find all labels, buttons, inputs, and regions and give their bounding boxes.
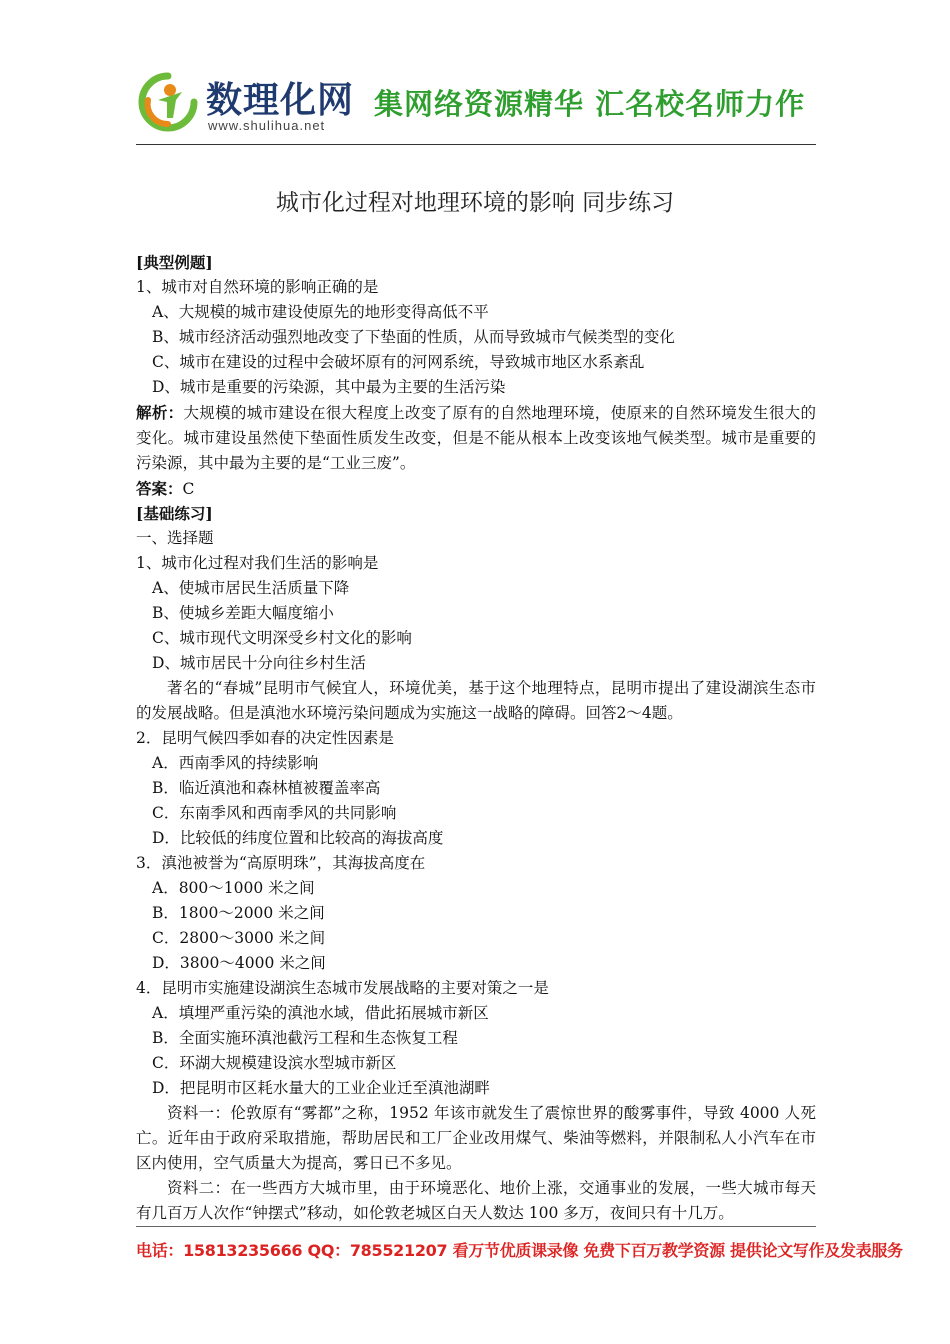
option-c: C、城市在建设的过程中会破坏原有的河网系统，导致城市地区水系紊乱 <box>152 353 645 371</box>
option-c: C．2800～3000 米之间 <box>152 929 326 947</box>
option-d: D、城市居民十分向往乡村生活 <box>152 654 366 672</box>
analysis-text: 大规模的城市建设在很大程度上改变了原有的自然地理环境，使原来的自然环境发生很大的变化。城市建设虽然使下垫面性质发生改变，但是不能从根本上改变该地气候类型。城市是重要的污染源，其中最为主要的是“工业三废”。 <box>136 404 816 472</box>
option-d: D．把昆明市区耗水量大的工业企业迁至滇池湖畔 <box>152 1079 490 1097</box>
option-c: C、城市现代文明深受乡村文化的影响 <box>152 629 412 647</box>
option-b: B．全面实施环滇池截污工程和生态恢复工程 <box>152 1029 458 1047</box>
material-two: 资料二：在一些西方大城市里，由于环境恶化、地价上涨，交通事业的发展，一些大城市每天有几百万人次作“钟摆式”移动，如伦敦老城区白天人数达 100 多万，夜间只有十几万。 <box>136 1179 816 1222</box>
section-heading-basic: [基础练习] <box>136 504 213 523</box>
analysis-label: 解析： <box>136 403 184 422</box>
material-one: 资料一：伦敦原有“雾都”之称，1952 年该市就发生了震惊世界的酸雾事件，导致 4000 人死亡。近年由于政府采取措施，帮助居民和工厂企业改用煤气、柴油等燃料，并限制私人小汽车在市区内使用，空气质量大为提高，雾日已不多见。 <box>136 1104 816 1172</box>
question-stem: 3．滇池被誉为“高原明珠”，其海拔高度在 <box>136 854 426 872</box>
footer-divider <box>136 1226 816 1227</box>
question-stem: 1、城市化过程对我们生活的影响是 <box>136 554 379 572</box>
site-header <box>136 68 816 144</box>
section-heading-typical: [典型例题] <box>136 253 213 272</box>
option-a: A．填埋严重污染的滇池水域，借此拓展城市新区 <box>152 1004 489 1022</box>
analysis-paragraph <box>136 400 816 476</box>
option-b: B、使城乡差距大幅度缩小 <box>152 604 334 622</box>
logo-icon <box>136 70 200 134</box>
option-b: B．1800～2000 米之间 <box>152 904 325 922</box>
question-stem: 2．昆明气候四季如春的决定性因素是 <box>136 729 394 747</box>
document-title: 城市化过程对地理环境的影响 同步练习 <box>275 190 675 216</box>
footer-banner: 电话：15813235666 QQ：785521207 看万节优质课录像 免费下百万教学资源 提供论文写作及发表服务 <box>136 1241 903 1260</box>
answer-label: 答案： <box>136 479 183 498</box>
option-a: A．西南季风的持续影响 <box>152 754 319 772</box>
document-body <box>136 250 816 1226</box>
option-b: B．临近滇池和森林植被覆盖率高 <box>152 779 381 797</box>
header-divider <box>136 144 816 145</box>
option-d: D．3800～4000 米之间 <box>152 954 326 972</box>
option-c: C．环湖大规模建设滨水型城市新区 <box>152 1054 397 1072</box>
option-d: D、城市是重要的污染源，其中最为主要的生活污染 <box>152 378 506 396</box>
part-heading: 一、选择题 <box>136 529 214 547</box>
brand-url: www.shulihua.net <box>208 118 326 133</box>
answer-line <box>136 476 816 501</box>
question-stem: 1、城市对自然环境的影响正确的是 <box>136 278 379 296</box>
question-stem: 4．昆明市实施建设湖滨生态城市发展战略的主要对策之一是 <box>136 979 549 997</box>
answer-value: C <box>182 480 195 498</box>
option-d: D．比较低的纬度位置和比较高的海拔高度 <box>152 829 444 847</box>
option-c: C．东南季风和西南季风的共同影响 <box>152 804 397 822</box>
reading-passage: 著名的“春城”昆明市气候宜人，环境优美，基于这个地理特点，昆明市提出了建设湖滨生态市的发展战略。但是滇池水环境污染问题成为实施这一战略的障碍。回答2～4题。 <box>136 679 816 722</box>
brand-name: 数理化网 <box>206 80 355 121</box>
option-a: A、使城市居民生活质量下降 <box>152 579 350 597</box>
option-b: B、城市经济活动强烈地改变了下垫面的性质，从而导致城市气候类型的变化 <box>152 328 675 346</box>
header-slogan: 集网络资源精华 汇名校名师力作 <box>374 87 806 121</box>
option-a: A、大规模的城市建设使原先的地形变得高低不平 <box>152 303 489 321</box>
option-a: A．800～1000 米之间 <box>152 879 315 897</box>
